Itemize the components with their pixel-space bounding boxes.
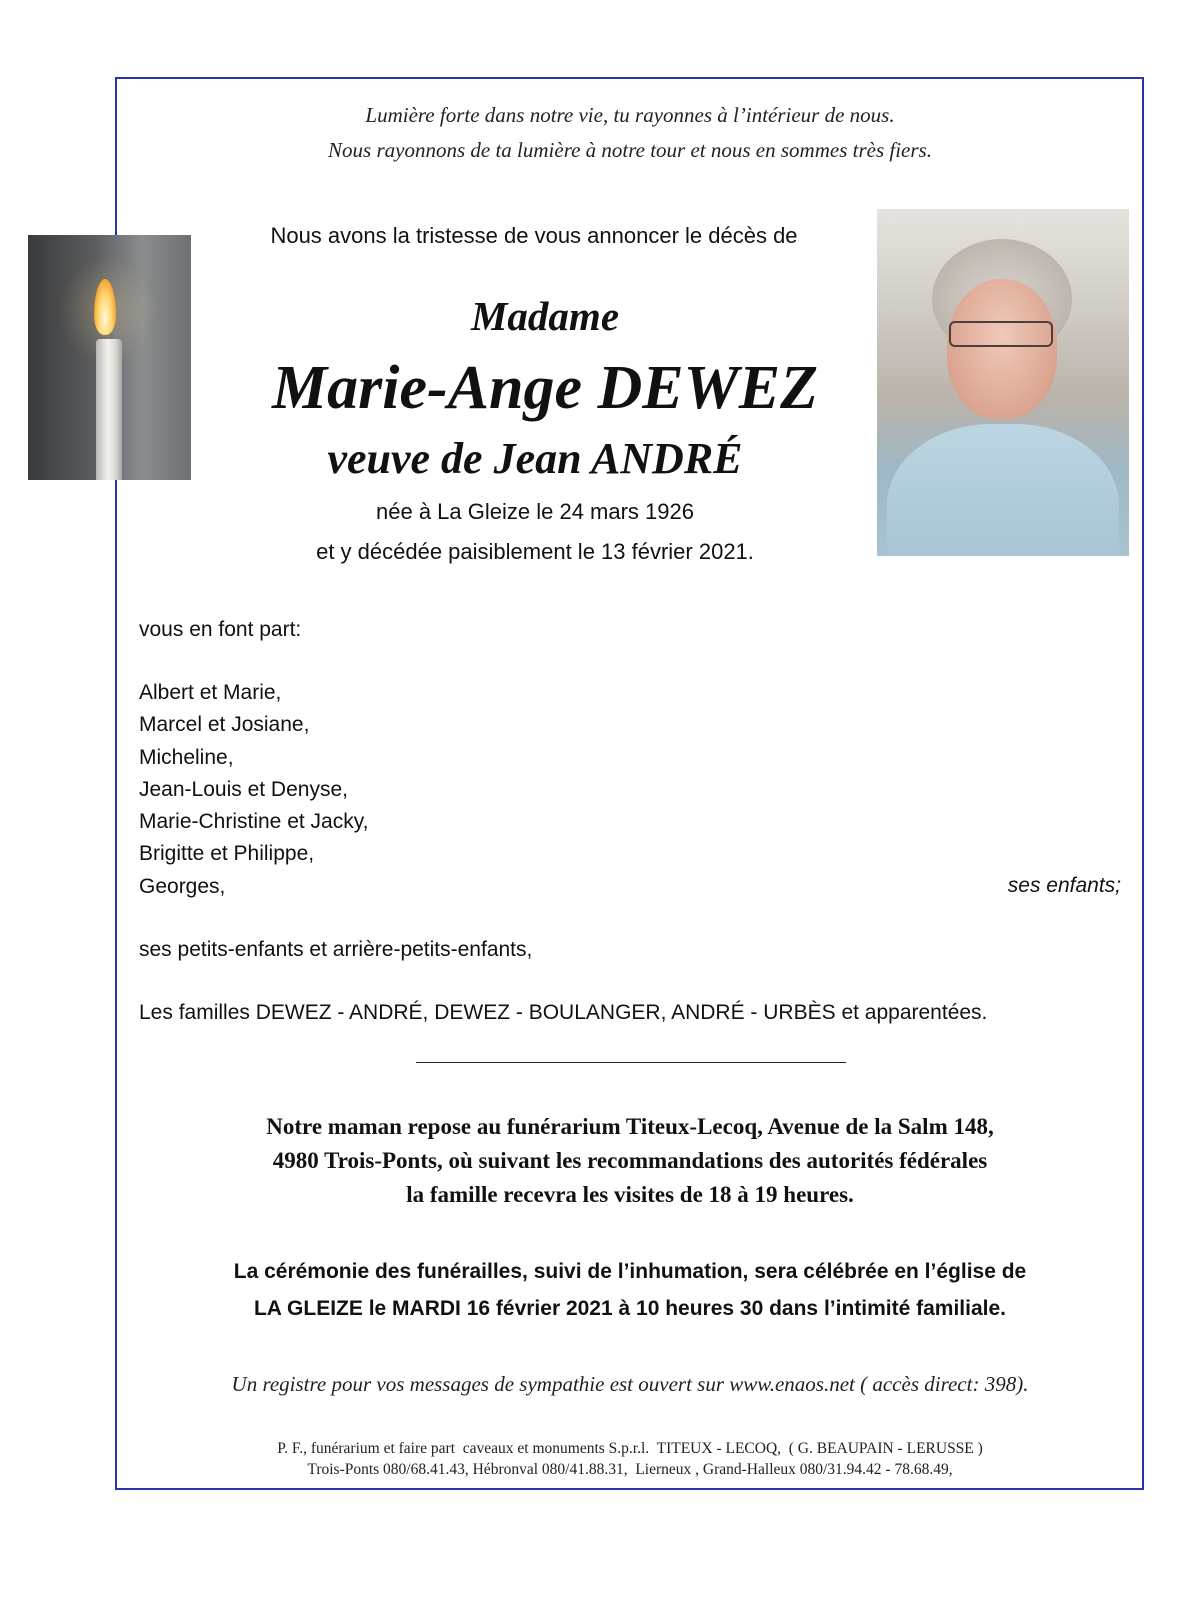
quote-line-1: Lumière forte dans notre vie, tu rayonnes à l’intérieur de nous. — [365, 103, 895, 127]
candle-image — [28, 235, 191, 480]
repose-line-2: 4980 Trois-Ponts, où suivant les recommandations des autorités fédérales — [272, 1148, 988, 1173]
deceased-name: Marie-Ange DEWEZ — [272, 354, 818, 422]
candle-stick — [96, 339, 122, 480]
registry-notice: Un registre pour vos messages de sympathie est ouvert sur www.enaos.net ( accès direct: 398). — [231, 1372, 1029, 1396]
footer-line-1: P. F., funérarium et faire part caveaux et monuments S.p.r.l. TITEUX - LECOQ, ( G. BEAUPAIN - LERUSSE ) — [277, 1440, 983, 1457]
funeral-home-footer — [150, 1438, 1110, 1480]
child-entry: Jean-Louis et Denyse, — [139, 777, 348, 801]
deceased-title: Madame — [470, 293, 620, 339]
opening-quote — [130, 98, 1130, 168]
portrait-face — [947, 279, 1057, 419]
children-list — [139, 677, 369, 903]
ceremony-line-2: LA GLEIZE le MARDI 16 février 2021 à 10 heures 30 dans l’intimité familiale. — [253, 1297, 1006, 1320]
birth-info: née à La Gleize le 24 mars 1926 — [376, 499, 694, 524]
child-entry: Georges, — [139, 874, 226, 898]
divider-line — [416, 1062, 846, 1063]
deceased-portrait-photo — [877, 209, 1129, 556]
child-entry: Brigitte et Philippe, — [139, 842, 315, 866]
child-entry: Micheline, — [139, 745, 234, 769]
announcement-text: Nous avons la tristesse de vous annoncer le décès de — [270, 223, 798, 248]
intro-text: vous en font part: — [139, 618, 302, 641]
child-entry: Marcel et Josiane, — [139, 713, 310, 737]
portrait-cardigan — [887, 424, 1119, 556]
families-text: Les familles DEWEZ - ANDRÉ, DEWEZ - BOULANGER, ANDRÉ - URBÈS et apparentées. — [139, 1001, 988, 1024]
ceremony-info — [150, 1253, 1110, 1327]
repose-info — [150, 1110, 1110, 1212]
child-entry: Marie-Christine et Jacky, — [139, 810, 369, 834]
repose-line-1: Notre maman repose au funérarium Titeux-Lecoq, Avenue de la Salm 148, — [266, 1114, 994, 1139]
ceremony-line-1: La cérémonie des funérailles, suivi de l’inhumation, sera célébrée en l’église de — [233, 1260, 1027, 1283]
widow-of-text: veuve de Jean ANDRÉ — [327, 434, 743, 483]
death-info: et y décédée paisiblement le 13 février 2021. — [316, 539, 754, 564]
child-entry: Albert et Marie, — [139, 681, 282, 704]
grandchildren-text: ses petits-enfants et arrière-petits-enfants, — [139, 938, 533, 961]
portrait-glasses — [949, 321, 1053, 347]
footer-line-2: Trois-Ponts 080/68.41.43, Hébronval 080/41.88.31, Lierneux , Grand-Halleux 080/31.94.42 - 78.68.49, — [307, 1461, 953, 1478]
children-role-label: ses enfants; — [1007, 874, 1121, 897]
quote-line-2: Nous rayonnons de ta lumière à notre tour et nous en sommes très fiers. — [328, 138, 932, 162]
repose-line-3: la famille recevra les visites de 18 à 19 heures. — [406, 1182, 854, 1207]
